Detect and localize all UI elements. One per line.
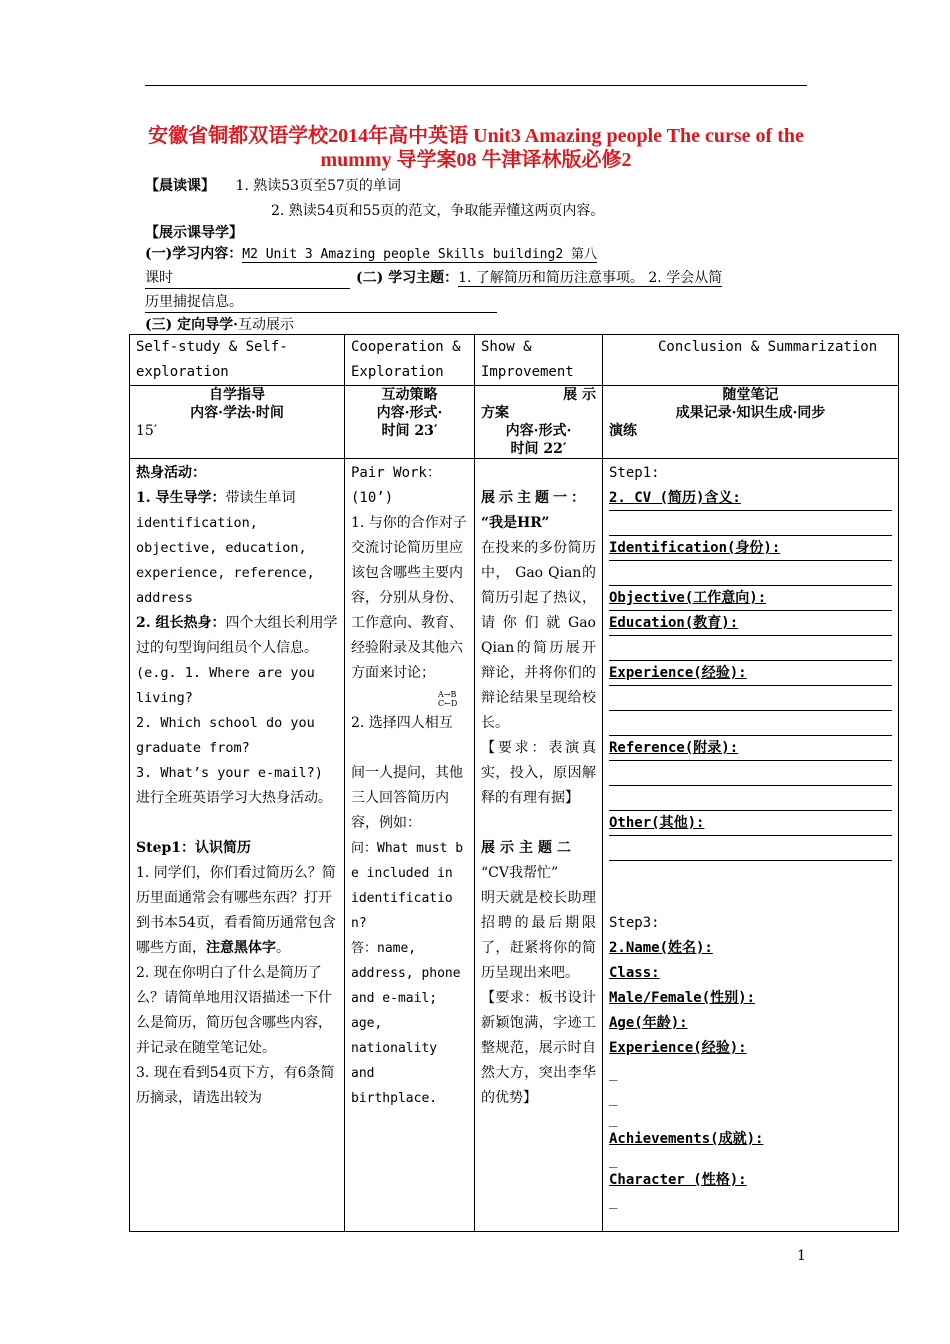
answer-example: 答：name, address, phone and e-mail; age, nationality and birthplace. <box>351 941 461 1106</box>
step1-heading: Step1：认识简历 <box>136 840 252 856</box>
class-label: Class: <box>609 965 660 981</box>
subheader-col1-b: 内容·学法·时间 <box>190 405 284 421</box>
pair-work-heading: Pair Work： <box>351 465 441 481</box>
guide-2-text: 四个大组长利用学过的句型询问组员个人信息。 <box>136 615 338 656</box>
other-label: Other(其他): <box>609 815 705 831</box>
pair-work-item-2: 2. 选择四人相互 <box>351 715 453 731</box>
subheader-col1-c: 15′ <box>136 423 157 439</box>
page-title: 安徽省铜都双语学校2014年高中英语 Unit3 Amazing people The curse of the mummy 导学案08 牛津译林版必修2 <box>148 125 804 171</box>
content-label: (一)学习内容： <box>145 246 243 262</box>
theme-value-2: 历里捕捉信息。 <box>145 292 497 313</box>
step1-item-3: 3. 现在看到54页下方，有6条简历摘录，请选出较为 <box>136 1065 335 1106</box>
blank-line <box>609 561 892 586</box>
vocab-words: identification, objective, education, experience, reference, address <box>136 515 315 606</box>
header-col1: Self-study & Self-exploration <box>130 335 345 386</box>
blank-line <box>609 711 892 736</box>
show-theme-2-requirement: 【要求：板书设计新颖饱满，字迹工整规范，展示时自然大方，突出李华的优势】 <box>481 990 596 1106</box>
achievements-label: Achievements(成就): <box>609 1131 764 1147</box>
pair-work-time: (10’) <box>351 490 394 506</box>
theme-label: (二) 学习主题： <box>356 270 459 286</box>
table-header-row <box>130 335 899 386</box>
example-1: (e.g. 1. Where are you living? <box>136 665 315 706</box>
experience-label: Experience(经验): <box>609 665 747 681</box>
subheader-col3-d: 时间 22′ <box>510 441 567 457</box>
step1-item-1 <box>136 861 338 961</box>
subheader-col3 <box>475 386 603 459</box>
question-example: 问：What must be included in identification? <box>351 841 464 931</box>
body-col1 <box>130 459 345 1232</box>
show-theme-2: 展示主题二 <box>481 840 576 856</box>
blank-line <box>609 686 892 711</box>
pair-work-item-3: 间一人提问，其他三人回答简历内容，例如： <box>351 765 463 831</box>
show-theme-1-requirement: 【要求：表演真实，投入，原因解释的有理有据】 <box>481 740 596 806</box>
name-label: 2.Name(姓名): <box>609 940 713 956</box>
blank-dash: _ <box>609 1152 618 1168</box>
subheader-col3-b: 方案 <box>481 405 509 421</box>
education-label: Education(教育): <box>609 615 739 631</box>
header-col3: Show & Improvement <box>475 335 603 386</box>
guide-item-2 <box>136 611 338 661</box>
show-theme-1-title: “我是HR” <box>481 515 550 531</box>
warmup-heading: 热身活动： <box>136 465 206 481</box>
age-label: Age(年龄): <box>609 1015 688 1031</box>
theme-value: 1. 了解简历和简历注意事项。 2. 学会从简 <box>458 270 723 286</box>
blank-dash: _ <box>609 1065 618 1081</box>
reference-label: Reference(附录): <box>609 740 739 756</box>
content-value: M2 Unit 3 Amazing people Skills building2 第八 <box>242 247 597 262</box>
morning-label: 【晨读课】 <box>145 178 215 194</box>
header-col4: Conclusion & Summarization <box>603 335 899 386</box>
subheader-col1-a: 自学指导 <box>209 387 265 403</box>
cv-meaning-label: 2. CV (简历)含义: <box>609 490 741 506</box>
step1-item-1-end: 。 <box>276 940 290 956</box>
guide-1-text: 带读生单词 <box>225 490 296 506</box>
theme-line <box>145 268 807 289</box>
morning-item-1: 1. 熟读53页至57页的单词 <box>235 178 401 194</box>
step1-item-1-bold: 注意黑体字 <box>206 940 276 956</box>
theme-line-2 <box>145 292 497 313</box>
content-value-2: 课时 <box>145 268 350 289</box>
objective-label: Objective(工作意向): <box>609 590 767 606</box>
subheader-col4-a: 随堂笔记 <box>722 387 779 403</box>
blank-line <box>609 511 892 536</box>
subheader-col1 <box>130 386 345 459</box>
subheader-col4-b: 成果记录·知识生成·同步 <box>675 405 826 421</box>
experience-label-2: Experience(经验): <box>609 1040 747 1056</box>
subheader-col2-a: 互动策略 <box>381 387 438 403</box>
page-number: 1 <box>797 1248 806 1264</box>
blank-dash: _ <box>609 1111 618 1127</box>
show-theme-1-body: 在投来的多份简历中， Gao Qian的简历引起了热议，请你们就Gao Qian的简历展开辩论，并将你们的辩论结果呈现给校长。 <box>481 540 596 731</box>
guide-table <box>129 334 899 1232</box>
notes-step3: Step3: <box>609 915 660 931</box>
header-rule <box>145 85 807 86</box>
subheader-col4-c: 演练 <box>609 423 637 439</box>
guide-item-1 <box>136 486 338 511</box>
blank-line <box>609 636 892 661</box>
whole-class-text: 进行全班英语学习大热身活动。 <box>136 790 332 806</box>
seat-diagram <box>351 686 468 711</box>
direction-value: 互动展示 <box>238 317 294 333</box>
step1-item-2: 2. 现在你明白了什么是简历了么？请简单地用汉语描述一下什么是简历，简历包含哪些内容，并记录在随堂笔记处。 <box>136 965 332 1056</box>
subheader-col2 <box>345 386 475 459</box>
step1-item-1-text: 1. 同学们，你们看过简历么？简历里面通常会有哪些东西？打开到书本54页，看看简历通常包含哪些方面， <box>136 865 336 956</box>
table-subheader-row <box>130 386 899 459</box>
seat-mark: A→B C←D <box>438 690 458 708</box>
subheader-col3-c: 内容·形式· <box>505 423 572 439</box>
table-body-row <box>130 459 899 1232</box>
subheader-col3-a: 展 示 <box>563 387 596 403</box>
subheader-col2-b: 内容·形式· <box>376 405 443 421</box>
subheader-col2-c: 时间 23′ <box>381 423 438 439</box>
blank-dash: _ <box>609 1193 618 1209</box>
morning-line-1 <box>145 176 401 196</box>
gender-label: Male/Female(性别): <box>609 990 756 1006</box>
show-theme-2-title: “CV我帮忙” <box>481 865 559 881</box>
example-2: 2. Which school do you graduate from? <box>136 715 315 756</box>
body-col4 <box>603 459 899 1232</box>
blank-line <box>609 836 892 861</box>
blank-line <box>609 761 892 786</box>
direction-label: (三) 定向导学· <box>145 317 238 333</box>
pair-work-item-1: 1. 与你的合作对子交流讨论简历里应该包含哪些主要内容，分别从身份、工作意向、教育、经验附录及其他六方面来讨论； <box>351 515 467 681</box>
show-theme-2-body: 明天就是校长助理招聘的最后期限了，赶紧将你的简历呈现出来吧。 <box>481 890 596 981</box>
subheader-col4 <box>603 386 899 459</box>
body-col2 <box>345 459 475 1232</box>
identification-label: Identification(身份): <box>609 540 781 556</box>
blank-dash: _ <box>609 1090 618 1106</box>
example-3: 3. What’s your e-mail?) <box>136 765 323 781</box>
show-guide-label: 【展示课导学】 <box>145 225 243 241</box>
morning-item-2: 2. 熟读54页和55页的范文，争取能弄懂这两页内容。 <box>271 203 605 219</box>
blank-line <box>609 786 892 811</box>
direction-line <box>145 315 294 335</box>
guide-2-label: 2. 组长热身： <box>136 615 226 631</box>
header-col2: Cooperation & Exploration <box>345 335 475 386</box>
body-col3 <box>475 459 603 1232</box>
guide-1-label: 1. 导生导学： <box>136 490 226 506</box>
character-label: Character (性格): <box>609 1172 747 1188</box>
content-line <box>145 244 807 265</box>
show-theme-1: 展示主题一： <box>481 490 589 506</box>
notes-step1: Step1: <box>609 465 660 481</box>
